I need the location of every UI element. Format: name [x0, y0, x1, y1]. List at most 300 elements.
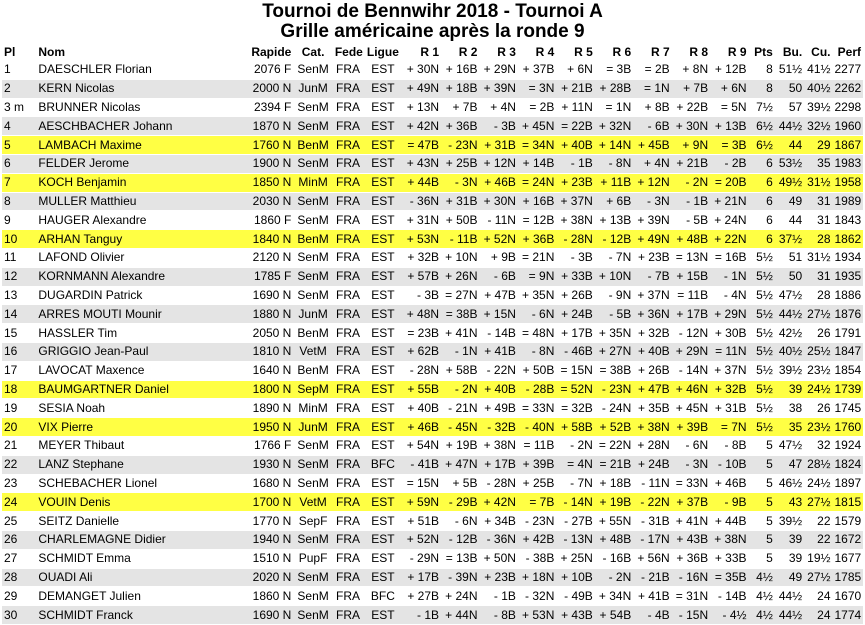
cell-performance: 1745 — [834, 400, 862, 415]
cell-round-4: - 28B — [525, 381, 555, 396]
cell-category: VetM — [299, 344, 327, 359]
cell-name: BRUNNER Nicolas — [38, 99, 141, 114]
cell-round-4: + 35N — [522, 287, 555, 302]
cell-round-2: + 24N — [445, 588, 478, 603]
header-r2: R 2 — [458, 45, 478, 59]
cell-rating: 1700 N — [252, 494, 292, 509]
cell-round-9: + 12B — [714, 62, 747, 77]
cell-round-9: + 24N — [714, 212, 747, 227]
cell-round-3: + 15N — [483, 306, 516, 321]
cell-round-6: - 12B — [602, 231, 632, 246]
cell-round-9: = 3B — [721, 137, 747, 152]
cell-round-2: + 7B — [452, 99, 478, 114]
cell-points: 5½ — [756, 250, 773, 265]
cell-round-6: + 13B — [599, 212, 632, 227]
cell-league: EST — [371, 212, 395, 227]
table-row — [2, 512, 863, 531]
cell-category: BenM — [297, 363, 329, 378]
cell-rating: 1810 N — [252, 344, 292, 359]
cell-round-3: + 41B — [484, 344, 516, 359]
cell-round-7: + 35B — [637, 400, 670, 415]
cell-league: EST — [371, 551, 395, 566]
cell-points: 5 — [766, 551, 773, 566]
cell-round-5: + 38N — [560, 212, 593, 227]
cell-federation: FRA — [335, 118, 360, 133]
cell-buchholz: 47 — [788, 457, 803, 472]
cell-round-8: + 41N — [675, 513, 709, 528]
cell-round-9: + 37N — [714, 363, 747, 378]
cell-buchholz: 51½ — [778, 62, 803, 77]
cell-round-5: + 11N — [561, 99, 593, 114]
cell-round-6: + 14N — [598, 137, 632, 152]
cell-place: 2 — [4, 81, 11, 96]
cell-round-2: - 6N — [454, 513, 478, 528]
cell-round-5: - 1B — [570, 156, 593, 171]
cell-buchholz: 44½ — [778, 306, 803, 321]
cell-rating: 1890 N — [252, 400, 292, 415]
cell-league: EST — [371, 156, 395, 171]
cell-round-4: = 24N — [522, 175, 555, 190]
cell-round-4: + 18N — [522, 569, 555, 584]
cell-round-4: + 36B — [522, 231, 555, 246]
cell-federation: FRA — [335, 344, 360, 359]
cell-name: KORNMANN Alexandre — [38, 269, 166, 284]
cell-round-8: = 13N — [675, 250, 709, 265]
cell-round-7: + 4N — [643, 156, 670, 171]
cell-round-5: + 17B — [561, 325, 593, 340]
cell-place: 14 — [4, 306, 18, 321]
cell-round-6: + 35N — [598, 325, 632, 340]
cell-round-8: + 29N — [675, 344, 709, 359]
cell-round-8: + 48B — [676, 231, 709, 246]
cell-name: DEMANGET Julien — [38, 588, 141, 603]
cell-round-8: = 31N — [675, 588, 709, 603]
cell-round-6: + 19B — [599, 494, 632, 509]
cell-name: HASSLER Tim — [38, 325, 118, 340]
cell-round-9: - 8B — [724, 438, 747, 453]
cell-league: EST — [371, 269, 395, 284]
cell-performance: 1935 — [834, 269, 862, 284]
cell-round-4: + 37B — [522, 62, 555, 77]
cell-round-6: + 55N — [598, 513, 632, 528]
cell-round-9: + 21N — [714, 193, 747, 208]
standings-table — [2, 43, 863, 625]
header-pl: Pl — [4, 45, 16, 59]
cell-points: 5½ — [756, 381, 773, 396]
cell-round-2: + 31B — [445, 193, 478, 208]
table-row — [2, 474, 863, 493]
cell-round-3: + 12N — [483, 156, 516, 171]
cell-rating: 1690 N — [252, 607, 292, 622]
cell-round-3: - 36N — [486, 532, 516, 547]
cell-round-5: - 7N — [570, 475, 593, 490]
cell-cumulative: 26 — [817, 325, 831, 340]
cell-buchholz: 44½ — [778, 118, 803, 133]
cell-round-5: + 33B — [561, 269, 593, 284]
cell-round-2: + 47N — [445, 457, 478, 472]
cell-round-3: + 17B — [484, 457, 516, 472]
cell-cumulative: 31 — [817, 193, 831, 208]
cell-performance: 1876 — [834, 306, 862, 321]
page-subtitle: Grille américaine après la ronde 9 — [280, 21, 585, 42]
cell-round-1: + 53N — [406, 231, 440, 246]
cell-name: SCHMIDT Franck — [38, 607, 133, 622]
cell-cumulative: 22 — [817, 532, 831, 547]
cell-round-7: = 1N — [643, 81, 670, 96]
cell-performance: 1843 — [834, 212, 862, 227]
cell-round-8: - 15N — [678, 607, 709, 622]
cell-performance: 1791 — [834, 325, 862, 340]
cell-cumulative: 29 — [817, 137, 831, 152]
cell-points: 6 — [766, 193, 773, 208]
cell-place: 6 — [4, 156, 11, 171]
cell-place: 3 m — [4, 99, 25, 114]
cell-round-5: - 46B — [564, 344, 593, 359]
cell-federation: FRA — [335, 287, 360, 302]
cell-performance: 1847 — [834, 344, 862, 359]
cell-performance: 1672 — [834, 532, 862, 547]
cell-buchholz: 53½ — [778, 156, 803, 171]
table-row — [2, 606, 863, 625]
cell-round-3: - 11N — [487, 212, 516, 227]
cell-round-9: = 7N — [720, 419, 747, 434]
cell-performance: 1815 — [834, 494, 862, 509]
cell-name: SCHMIDT Emma — [38, 551, 131, 566]
cell-place: 1 — [4, 62, 11, 77]
cell-round-4: + 14B — [522, 156, 555, 171]
cell-name: LAMBACH Maxime — [38, 137, 142, 152]
cell-round-2: + 44N — [445, 607, 478, 622]
cell-place: 13 — [4, 287, 18, 302]
cell-place: 27 — [4, 551, 18, 566]
cell-round-1: + 48N — [406, 306, 440, 321]
header-r7: R 7 — [650, 45, 670, 59]
cell-round-4: = 33N — [522, 400, 555, 415]
cell-round-4: + 16B — [522, 193, 555, 208]
cell-place: 28 — [4, 569, 18, 584]
cell-league: EST — [371, 344, 395, 359]
cell-buchholz: 39 — [788, 381, 803, 396]
cell-points: 4½ — [756, 569, 773, 584]
cell-round-9: + 31B — [714, 400, 747, 415]
cell-performance: 1958 — [834, 175, 862, 190]
table-row — [2, 305, 863, 324]
cell-name: SESIA Noah — [38, 400, 106, 415]
cell-performance: 1886 — [834, 287, 862, 302]
cell-round-6: = 21B — [599, 457, 632, 472]
header-r6: R 6 — [612, 45, 632, 59]
cell-federation: FRA — [335, 532, 360, 547]
cell-buchholz: 50 — [788, 269, 803, 284]
cell-federation: FRA — [335, 62, 360, 77]
cell-round-4: = 34N — [522, 137, 555, 152]
cell-federation: FRA — [335, 269, 360, 284]
cell-rating: 2050 N — [252, 325, 292, 340]
cell-round-2: + 19B — [445, 438, 478, 453]
cell-round-6: = 3B — [606, 62, 632, 77]
cell-round-8: - 12N — [678, 325, 709, 340]
cell-league: EST — [371, 231, 395, 246]
cell-league: EST — [371, 494, 395, 509]
cell-federation: FRA — [335, 419, 360, 434]
cell-round-7: - 31B — [640, 513, 670, 528]
cell-round-5: + 10B — [561, 569, 593, 584]
cell-round-6: - 16B — [602, 551, 632, 566]
cell-points: 6½ — [756, 137, 773, 152]
header-nom: Nom — [38, 45, 66, 59]
cell-name: VIX Pierre — [38, 419, 94, 434]
cell-round-2: + 25B — [445, 156, 478, 171]
cell-cumulative: 24½ — [807, 381, 831, 396]
cell-round-5: = 32B — [561, 400, 593, 415]
cell-buchholz: 57 — [788, 99, 803, 114]
cell-rating: 1860 F — [254, 212, 292, 227]
cell-place: 24 — [4, 494, 18, 509]
cell-rating: 1860 N — [252, 588, 292, 603]
cell-rating: 1930 N — [252, 457, 292, 472]
cell-round-6: + 54B — [599, 607, 632, 622]
cell-round-3: + 52N — [483, 231, 516, 246]
cell-points: 5 — [766, 438, 773, 453]
cell-cumulative: 25½ — [807, 344, 831, 359]
table-row — [2, 154, 863, 173]
cell-points: 6 — [766, 212, 773, 227]
cell-cumulative: 22 — [817, 513, 831, 528]
cell-round-6: + 32N — [598, 118, 632, 133]
cell-place: 30 — [4, 607, 18, 622]
cell-name: DUGARDIN Patrick — [38, 287, 143, 302]
cell-round-6: - 7N — [608, 250, 632, 265]
cell-cumulative: 24 — [817, 588, 831, 603]
table-row — [2, 98, 863, 117]
cell-name: CHARLEMAGNE Didier — [38, 532, 166, 547]
cell-round-7: + 28N — [637, 438, 670, 453]
cell-round-7: + 47B — [637, 381, 670, 396]
cell-performance: 1677 — [834, 551, 862, 566]
cell-points: 6 — [766, 175, 773, 190]
cell-name: DAESCHLER Florian — [38, 62, 152, 77]
cell-league: EST — [371, 400, 395, 415]
cell-federation: FRA — [335, 306, 360, 321]
cell-league: EST — [371, 62, 395, 77]
table-row — [2, 399, 863, 418]
cell-round-8: - 14N — [678, 363, 709, 378]
cell-round-2: = 13B — [445, 551, 478, 566]
cell-rating: 1760 N — [252, 137, 292, 152]
table-row — [2, 549, 863, 568]
table-row — [2, 230, 863, 249]
cell-round-3: - 32B — [487, 419, 516, 434]
cell-round-8: + 36B — [676, 551, 709, 566]
cell-cumulative: 27½ — [807, 306, 831, 321]
cell-round-2: = 38B — [445, 306, 478, 321]
cell-round-9: - 1N — [723, 269, 747, 284]
cell-league: EST — [371, 306, 395, 321]
cell-performance: 1983 — [834, 156, 862, 171]
cell-round-1: + 17B — [407, 569, 440, 584]
cell-cumulative: 28 — [817, 287, 831, 302]
cell-round-1: - 29N — [409, 551, 440, 566]
cell-place: 25 — [4, 513, 18, 528]
cell-federation: FRA — [335, 494, 360, 509]
cell-round-4: = 48N — [522, 325, 555, 340]
cell-category: SenM — [297, 250, 329, 265]
table-row — [2, 286, 863, 305]
cell-round-6: - 24N — [601, 400, 632, 415]
cell-round-7: - 6B — [647, 118, 670, 133]
cell-performance: 1862 — [834, 231, 862, 246]
cell-round-8: - 1B — [686, 193, 709, 208]
cell-round-1: + 31N — [406, 212, 440, 227]
cell-buchholz: 51 — [788, 250, 803, 265]
cell-round-4: - 38B — [525, 551, 555, 566]
cell-buchholz: 39 — [788, 551, 803, 566]
cell-place: 19 — [4, 400, 18, 415]
header-cu: Cu. — [811, 45, 831, 59]
cell-round-8: + 30N — [675, 118, 709, 133]
cell-federation: FRA — [335, 175, 360, 190]
cell-category: SenM — [297, 193, 329, 208]
cell-league: EST — [371, 193, 395, 208]
cell-buchholz: 37½ — [778, 231, 803, 246]
cell-round-2: - 29B — [448, 494, 478, 509]
cell-round-4: + 42B — [522, 532, 555, 547]
cell-rating: 1880 N — [252, 306, 292, 321]
cell-round-9: - 4N — [723, 287, 747, 302]
cell-federation: FRA — [335, 231, 360, 246]
cell-points: 5 — [766, 532, 773, 547]
cell-round-2: - 21N — [448, 400, 478, 415]
cell-place: 4 — [4, 118, 11, 133]
cell-round-1: = 47B — [407, 137, 440, 152]
cell-performance: 2277 — [834, 62, 862, 77]
cell-round-5: - 3B — [570, 250, 593, 265]
cell-league: EST — [371, 99, 395, 114]
cell-buchholz: 47½ — [778, 287, 803, 302]
cell-rating: 1840 N — [252, 231, 292, 246]
cell-round-2: - 1N — [454, 344, 478, 359]
cell-round-1: + 13N — [406, 99, 440, 114]
cell-points: 8 — [766, 62, 773, 77]
cell-round-9: = 20B — [714, 175, 747, 190]
cell-buchholz: 40½ — [778, 344, 803, 359]
cell-round-2: + 50B — [445, 212, 478, 227]
cell-rating: 1850 N — [252, 175, 292, 190]
cell-round-9: + 32B — [714, 381, 747, 396]
cell-round-3: + 4N — [490, 99, 516, 114]
cell-round-2: = 27N — [445, 287, 478, 302]
cell-round-4: - 32N — [525, 588, 555, 603]
cell-round-3: + 46B — [484, 175, 516, 190]
table-row — [2, 436, 863, 455]
cell-round-3: + 29N — [483, 62, 516, 77]
table-row — [2, 361, 863, 380]
cell-round-7: + 39N — [637, 212, 670, 227]
cell-cumulative: 26 — [817, 400, 831, 415]
cell-place: 26 — [4, 532, 18, 547]
cell-rating: 1950 N — [252, 419, 292, 434]
cell-federation: FRA — [335, 250, 360, 265]
cell-league: EST — [371, 381, 395, 396]
cell-name: AESCHBACHER Johann — [38, 118, 173, 133]
cell-cumulative: 24 — [817, 607, 831, 622]
cell-round-4: + 50B — [522, 363, 555, 378]
cell-category: SenM — [297, 156, 329, 171]
cell-buchholz: 49½ — [778, 175, 803, 190]
cell-cumulative: 27½ — [807, 494, 831, 509]
cell-cumulative: 23½ — [807, 419, 831, 434]
cell-round-3: + 50N — [483, 551, 516, 566]
cell-cumulative: 28 — [817, 231, 831, 246]
cell-category: BenM — [297, 325, 329, 340]
cell-category: MinM — [298, 175, 328, 190]
cell-performance: 2298 — [834, 99, 862, 114]
cell-round-1: = 15N — [406, 475, 440, 490]
cell-round-8: + 7B — [683, 81, 709, 96]
cell-round-7: + 56N — [637, 551, 670, 566]
cell-round-6: + 11B — [600, 175, 632, 190]
cell-round-2: + 18B — [445, 81, 478, 96]
cell-performance: 1960 — [834, 118, 862, 133]
cell-round-4: = 12B — [522, 212, 555, 227]
cell-federation: FRA — [335, 457, 360, 472]
cell-round-7: + 8B — [644, 99, 670, 114]
cell-category: JunM — [298, 419, 328, 434]
cell-name: MEYER Thibaut — [38, 438, 125, 453]
cell-league: EST — [371, 363, 395, 378]
cell-round-4: + 53N — [522, 607, 555, 622]
cell-round-4: - 23N — [525, 513, 555, 528]
cell-performance: 1924 — [834, 438, 862, 453]
cell-round-7: - 17N — [640, 532, 670, 547]
cell-league: EST — [371, 287, 395, 302]
cell-round-9: + 46B — [714, 475, 747, 490]
cell-buchholz: 50 — [788, 81, 803, 96]
cell-round-9: = 16B — [714, 250, 747, 265]
cell-category: SenM — [297, 287, 329, 302]
cell-round-7: + 12N — [637, 175, 670, 190]
cell-cumulative: 32 — [817, 438, 831, 453]
cell-cumulative: 41½ — [807, 62, 831, 77]
cell-round-4: - 40N — [525, 419, 555, 434]
header-r5: R 5 — [574, 45, 593, 59]
cell-category: SenM — [297, 438, 329, 453]
cell-round-4: - 8N — [531, 344, 555, 359]
table-row — [2, 380, 863, 399]
cell-cumulative: 31 — [817, 212, 831, 227]
cell-category: SenM — [297, 607, 329, 622]
cell-round-5: + 58B — [561, 419, 593, 434]
cell-round-5: + 23B — [561, 175, 593, 190]
cell-buchholz: 39 — [788, 532, 803, 547]
table-row — [2, 136, 863, 155]
cell-round-7: - 11N — [641, 475, 670, 490]
cell-round-1: - 36N — [409, 193, 440, 208]
cell-round-4: = 9N — [528, 269, 555, 284]
cell-round-5: + 26B — [561, 287, 593, 302]
cell-rating: 1900 N — [252, 156, 292, 171]
cell-round-5: - 49B — [564, 588, 593, 603]
cell-round-9: + 30B — [714, 325, 747, 340]
cell-round-8: - 6N — [685, 438, 709, 453]
cell-cumulative: 35 — [817, 156, 831, 171]
cell-round-5: - 13N — [563, 532, 593, 547]
table-row — [2, 418, 863, 437]
cell-points: 5½ — [756, 325, 773, 340]
cell-buchholz: 49 — [788, 193, 803, 208]
cell-federation: FRA — [335, 156, 360, 171]
cell-round-8: - 2N — [685, 175, 709, 190]
